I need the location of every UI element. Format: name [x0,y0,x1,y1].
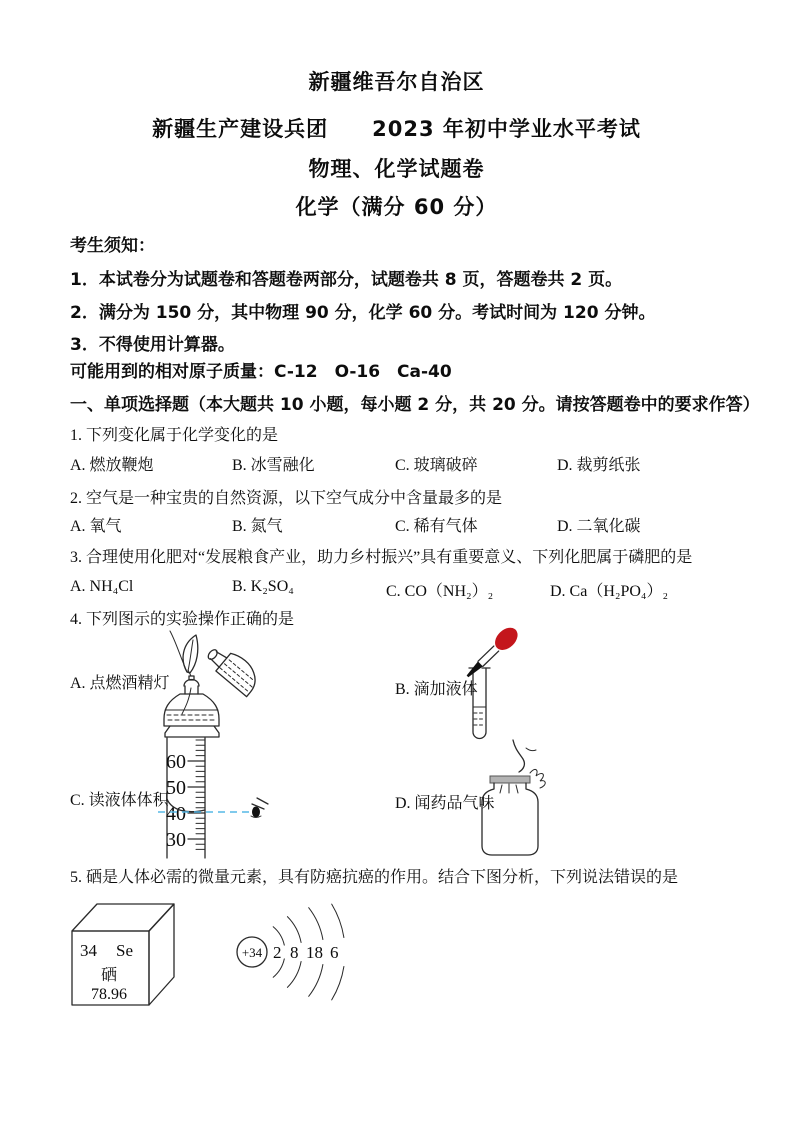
q3-option-d: D. Ca（H₂PO₄）₂ [550,583,669,600]
eye-icon [251,798,268,818]
dropper-bulb [491,623,522,654]
atomic-mass-line: 可能用到的相对原子质量：C-12 O-16 Ca-40 [70,362,452,382]
q1-option-a: A. 燃放鞭炮 [70,457,154,474]
shell-1-electrons: 2 [273,943,282,962]
q5-stem: 5. 硒是人体必需的微量元素，具有防癌抗癌的作用。结合下图分析，下列说法错误的是 [70,869,679,886]
smell-bottle-figure [468,740,586,862]
paper-title-line4: 化学（满分 60 分） [295,195,498,219]
paper-title-line2: 新疆生产建设兵团 2023 年初中学业水平考试 [152,117,641,141]
shell-4-electrons: 6 [330,943,339,962]
scale-40: 40 [166,803,186,825]
atomic-structure-diagram [230,900,355,1005]
q3-option-c: C. CO（NH₂）₂ [386,583,494,600]
q2-option-d: D. 二氧化碳 [557,518,641,535]
scale-30: 30 [166,829,186,851]
scale-60: 60 [166,751,186,773]
tilted-lamp [203,640,263,697]
bottle-icon [482,783,538,855]
paper-title-line3: 物理、化学试题卷 [308,157,485,181]
shell-3-electrons: 18 [306,943,323,962]
graduated-cylinder-figure [158,724,333,862]
shell-2-electrons: 8 [290,943,299,962]
notice-item-1: 1．本试卷分为试题卷和答题卷两部分，试题卷共 8 页，答题卷共 2 页。 [70,270,623,290]
dropper-icon [461,623,522,682]
q4-stem: 4. 下列图示的实验操作正确的是 [70,611,295,628]
dropper-test-tube-figure [438,620,518,748]
q1-option-b: B. 冰雪融化 [232,457,315,474]
element-atomic-mass: 78.96 [91,986,127,1003]
q2-stem: 2. 空气是一种宝贵的自然资源，以下空气成分中含量最多的是 [70,490,503,507]
notice-item-3: 3．不得使用计算器。 [70,335,235,355]
scale-50: 50 [166,777,186,799]
q4-label-a: A. 点燃酒精灯 [70,675,170,692]
notice-item-2: 2．满分为 150 分，其中物理 90 分，化学 60 分。考试时间为 120 分钟。 [70,303,656,323]
q2-option-b: B. 氮气 [232,518,283,535]
q3-stem: 3. 合理使用化肥对“发展粮食产业，助力乡村振兴”具有重要意义、下列化肥属于磷肥的是 [70,549,693,566]
q1-option-c: C. 玻璃破碎 [395,457,478,474]
element-name: 硒 [101,967,118,984]
hand-icon [530,769,545,788]
q1-option-d: D. 裁剪纸张 [557,457,641,474]
nucleus-charge: +34 [241,945,263,960]
q4-label-d: D. 闻药品气味 [395,795,495,812]
q2-option-c: C. 稀有气体 [395,518,478,535]
notice-title: 考生须知： [70,236,155,256]
bottle-lid [490,776,530,783]
q4-label-c: C. 读液体体积 [70,792,169,809]
q1-stem: 1. 下列变化属于化学变化的是 [70,427,279,444]
q2-option-a: A. 氧气 [70,518,122,535]
atomic-number: 34 [80,941,97,960]
q3-option-a: A. NH₄Cl [70,578,134,595]
section-heading: 一、单项选择题（本大题共 10 小题，每小题 2 分，共 20 分。请按答题卷中的要求作答） [70,395,760,415]
paper-title-line1: 新疆维吾尔自治区 [308,70,485,94]
dropper-tip [465,661,483,679]
q3-option-b: B. K₂SO₄ [232,578,294,595]
element-symbol: Se [116,941,133,960]
face-icon [513,740,536,772]
q4-label-b: B. 滴加液体 [395,681,478,698]
selenium-element-cube [70,898,180,1010]
